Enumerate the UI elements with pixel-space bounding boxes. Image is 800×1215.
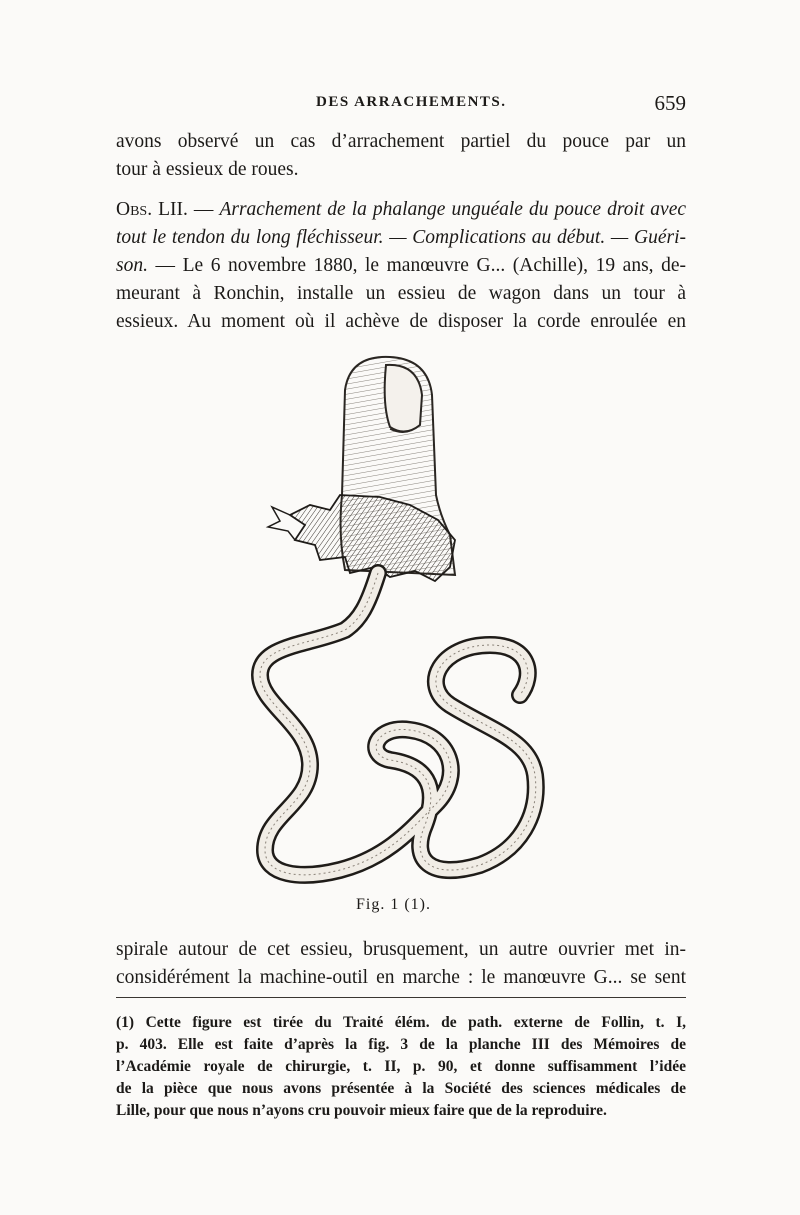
footnote-divider xyxy=(116,997,686,998)
text-line: avons observé un cas d’arrachement partiel du pouce par un xyxy=(116,131,686,152)
continuation-paragraph xyxy=(116,936,686,992)
footnote-line: Lille, pour que nous n’ayons cru pouvoir mieux faire que de la reproduire. xyxy=(116,1102,607,1119)
footnote-line: de la pièce que nous avons présentée à la Société des sciences médicales de xyxy=(116,1080,686,1097)
intro-paragraph xyxy=(116,128,686,184)
torn-thumb-with-tendon-illustration xyxy=(250,345,550,890)
footnote-line: (1) Cette figure est tirée du Traité élém. de path. externe de Follin, t. I, xyxy=(116,1014,686,1031)
observation-label: Obs. LII. xyxy=(116,199,188,220)
footnote-line: l’Académie royale de chirurgie, t. II, p. 90, et donne suffisamment l’idée xyxy=(116,1058,686,1075)
text-line: spirale autour de cet essieu, brusquement, un autre ouvrier met in- xyxy=(116,939,686,960)
text-line: tout le tendon du long fléchisseur. — Complications au début. — Guéri- xyxy=(116,227,686,248)
footnote xyxy=(116,1012,686,1122)
running-title: DES ARRACHEMENTS. xyxy=(316,94,507,110)
text-line: considérément la machine-outil en marche : le manœuvre G... se sent xyxy=(116,967,686,988)
text-line: Obs. LII. — Arrachement de la phalange unguéale du pouce droit avec xyxy=(116,199,687,220)
observation-paragraph xyxy=(116,196,686,336)
footnote-line: p. 403. Elle est faite d’après la fig. 3 de la planche III des Mémoires de xyxy=(116,1036,686,1053)
text-line: essieux. Au moment où il achève de disposer la corde enroulée en xyxy=(116,311,686,332)
page-number: 659 xyxy=(654,91,686,115)
figure-caption: Fig. 1 (1). xyxy=(356,896,431,913)
text-line: son. — Le 6 novembre 1880, le manœuvre G... (Achille), 19 ans, de- xyxy=(116,255,686,276)
running-head xyxy=(116,91,686,118)
text-line: meurant à Ronchin, installe un essieu de wagon dans un tour à xyxy=(116,283,686,304)
observation-title: Arrachement de la phalange unguéale du pouce droit avec xyxy=(219,199,687,220)
text-line: tour à essieux de roues. xyxy=(116,159,299,180)
